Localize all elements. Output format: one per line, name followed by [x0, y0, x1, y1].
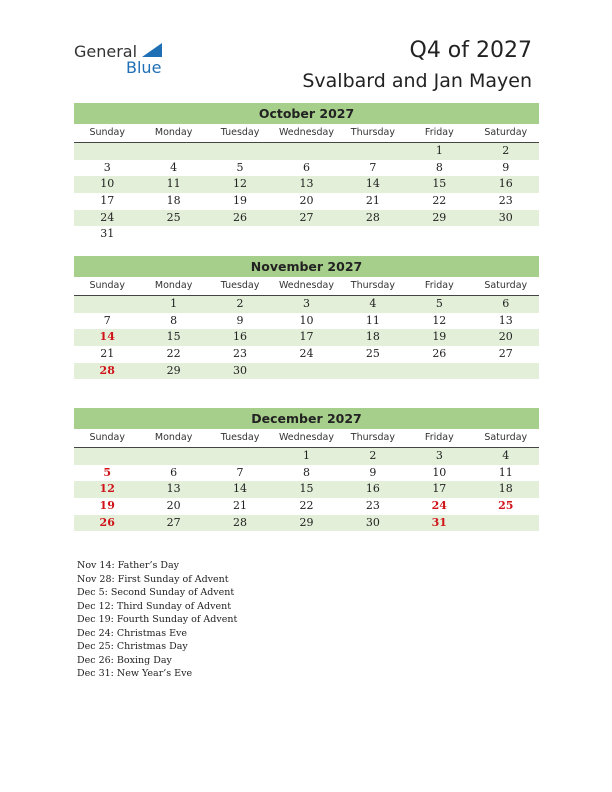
day-cell: 1	[170, 297, 178, 310]
day-cell: 13	[299, 177, 314, 191]
weekday-label: Sunday	[89, 127, 125, 138]
day-cell: 19	[233, 194, 248, 208]
day-cell: 2	[502, 144, 510, 157]
day-cell: 16	[498, 177, 513, 191]
day-cell: 23	[233, 347, 248, 361]
day-cell: 1	[302, 449, 310, 462]
day-cell: 15	[299, 482, 314, 496]
day-cell: 27	[299, 210, 314, 224]
day-cell: 29	[166, 363, 181, 377]
weekday-label: Friday	[424, 280, 454, 291]
weekday-label: Saturday	[484, 280, 528, 291]
day-cell: 26	[432, 347, 447, 361]
week-row	[74, 465, 539, 482]
day-cell: 11	[365, 313, 380, 327]
day-cell: 22	[299, 499, 314, 513]
day-cell: 20	[166, 499, 181, 513]
day-cell	[340, 226, 406, 243]
day-cell: 1	[435, 144, 443, 157]
week-row	[74, 498, 539, 515]
holiday-item: Dec 12: Third Sunday of Advent	[77, 600, 232, 612]
month-header: December 2027	[74, 408, 539, 429]
day-cell	[74, 143, 140, 160]
day-cell: 6	[170, 465, 178, 479]
day-cell	[273, 363, 339, 380]
logo-blue-text: Blue	[126, 58, 162, 77]
weekday-label: Monday	[154, 432, 193, 443]
day-cell: 21	[100, 347, 115, 361]
day-cell: 3	[435, 449, 443, 462]
day-cell: 26	[233, 210, 248, 224]
week-row	[74, 329, 539, 346]
day-cell: 14	[99, 330, 115, 344]
day-cell: 19	[99, 499, 115, 513]
weekday-label: Monday	[154, 127, 193, 138]
day-cell: 31	[100, 227, 115, 241]
day-cell: 2	[369, 449, 377, 462]
day-cell: 13	[166, 482, 181, 496]
day-cell	[473, 515, 539, 532]
day-cell	[207, 448, 273, 465]
day-cell: 11	[498, 465, 513, 479]
day-cell	[340, 363, 406, 380]
day-cell	[473, 363, 539, 380]
weekday-label: Monday	[154, 280, 193, 291]
weekday-label: Saturday	[484, 127, 528, 138]
day-cell: 17	[432, 482, 447, 496]
weekday-label: Friday	[424, 127, 454, 138]
day-cell: 21	[233, 499, 248, 513]
day-cell: 29	[432, 210, 447, 224]
holiday-item: Dec 5: Second Sunday of Advent	[77, 587, 235, 598]
month-block-october	[74, 103, 539, 243]
day-cell	[340, 143, 406, 160]
day-cell: 27	[166, 515, 181, 529]
general-blue-logo	[74, 42, 174, 76]
weekday-label: Tuesday	[220, 127, 260, 138]
week-row	[74, 160, 539, 177]
day-cell: 9	[502, 160, 510, 174]
day-cell: 23	[365, 499, 380, 513]
week-row	[74, 313, 539, 330]
week-row	[74, 210, 539, 227]
page-subtitle: Svalbard and Jan Mayen	[302, 70, 532, 92]
week-row	[74, 363, 539, 380]
day-cell	[207, 143, 273, 160]
week-row	[74, 481, 539, 498]
weekday-label: Wednesday	[278, 127, 334, 138]
day-cell: 8	[435, 160, 443, 174]
day-cell	[273, 143, 339, 160]
day-cell: 20	[498, 330, 513, 344]
weekday-label: Thursday	[350, 432, 395, 443]
day-cell: 12	[233, 177, 248, 191]
holiday-item: Dec 24: Christmas Eve	[77, 627, 188, 639]
day-cell: 24	[299, 347, 314, 361]
day-cell: 25	[365, 347, 380, 361]
day-cell: 28	[233, 515, 248, 529]
day-cell: 4	[170, 160, 178, 174]
day-cell	[140, 143, 206, 160]
day-cell: 21	[365, 194, 380, 208]
week-row	[74, 226, 539, 243]
day-cell: 18	[498, 482, 513, 496]
day-cell: 19	[432, 330, 447, 344]
holiday-item: Dec 26: Boxing Day	[77, 654, 172, 666]
weekday-label: Thursday	[350, 127, 395, 138]
holiday-item: Dec 31: New Year’s Eve	[77, 668, 193, 679]
weekday-label: Sunday	[89, 280, 125, 291]
day-cell: 14	[365, 177, 380, 191]
day-cell: 8	[170, 313, 178, 327]
day-cell: 9	[236, 313, 244, 327]
holiday-item: Dec 19: Fourth Sunday of Advent	[77, 614, 238, 625]
weekday-label: Sunday	[89, 432, 125, 443]
day-cell: 30	[365, 515, 380, 529]
day-cell: 16	[365, 482, 380, 496]
day-cell: 25	[166, 210, 181, 224]
day-cell	[406, 226, 472, 243]
day-cell: 22	[432, 194, 447, 208]
day-cell: 6	[502, 297, 510, 310]
week-row	[74, 515, 539, 532]
day-cell	[273, 226, 339, 243]
day-cell: 7	[103, 313, 111, 327]
day-cell: 10	[299, 313, 314, 327]
day-cell	[74, 296, 140, 313]
weekday-label: Thursday	[350, 280, 395, 291]
day-cell: 30	[498, 210, 513, 224]
week-row	[74, 296, 539, 313]
logo-triangle-icon	[142, 43, 162, 57]
weekday-header-row	[74, 124, 539, 143]
day-cell: 10	[100, 177, 115, 191]
day-cell: 16	[233, 330, 248, 344]
day-cell: 28	[365, 210, 380, 224]
day-cell: 9	[369, 465, 377, 479]
day-cell: 13	[498, 313, 513, 327]
weekday-label: Tuesday	[220, 432, 260, 443]
day-cell: 26	[99, 515, 115, 529]
day-cell: 17	[100, 194, 115, 208]
day-cell: 5	[103, 465, 112, 479]
day-cell: 31	[431, 515, 447, 529]
month-header: October 2027	[74, 103, 539, 124]
day-cell: 7	[236, 465, 244, 479]
day-cell: 11	[166, 177, 181, 191]
week-row	[74, 448, 539, 465]
day-cell: 27	[498, 347, 513, 361]
day-cell: 17	[299, 330, 314, 344]
week-row	[74, 346, 539, 363]
day-cell: 6	[302, 160, 310, 174]
day-cell: 18	[365, 330, 380, 344]
day-cell: 24	[100, 210, 115, 224]
weekday-header-row	[74, 429, 539, 448]
day-cell	[207, 226, 273, 243]
logo-general-text: General	[74, 42, 138, 61]
day-cell: 4	[369, 297, 377, 310]
weekday-label: Wednesday	[278, 280, 334, 291]
day-cell: 15	[432, 177, 447, 191]
weekday-label: Saturday	[484, 432, 528, 443]
week-row	[74, 193, 539, 210]
holiday-item: Nov 14: Father’s Day	[77, 560, 179, 571]
day-cell: 7	[369, 160, 377, 174]
page-title: Q4 of 2027	[409, 38, 532, 63]
weekday-label: Wednesday	[278, 432, 334, 443]
day-cell: 5	[236, 160, 244, 174]
day-cell	[473, 226, 539, 243]
month-block-december	[74, 408, 539, 531]
weekday-header-row	[74, 277, 539, 296]
month-block-november	[74, 256, 539, 379]
holiday-item: Dec 25: Christmas Day	[77, 641, 188, 652]
day-cell: 4	[502, 449, 510, 462]
day-cell: 3	[302, 297, 310, 310]
day-cell: 15	[166, 330, 181, 344]
day-cell: 22	[166, 347, 181, 361]
day-cell	[74, 448, 140, 465]
day-cell: 12	[99, 482, 115, 496]
day-cell: 12	[432, 313, 447, 327]
day-cell: 28	[99, 363, 115, 377]
day-cell: 30	[233, 363, 248, 377]
day-cell: 20	[299, 194, 314, 208]
weekday-label: Friday	[424, 432, 454, 443]
day-cell: 10	[432, 465, 447, 479]
day-cell: 8	[302, 465, 310, 479]
day-cell: 3	[103, 160, 111, 174]
day-cell: 18	[166, 194, 181, 208]
day-cell: 14	[233, 482, 248, 496]
day-cell: 25	[498, 499, 514, 513]
holiday-item: Nov 28: First Sunday of Advent	[77, 573, 229, 585]
day-cell: 23	[498, 194, 513, 208]
day-cell: 24	[431, 499, 447, 513]
holiday-list	[77, 559, 237, 681]
day-cell: 5	[435, 297, 443, 310]
day-cell	[140, 448, 206, 465]
day-cell	[406, 363, 472, 380]
day-cell: 29	[299, 515, 314, 529]
month-header: November 2027	[74, 256, 539, 277]
day-cell	[140, 226, 206, 243]
day-cell: 2	[236, 297, 244, 310]
week-row	[74, 143, 539, 160]
week-row	[74, 176, 539, 193]
weekday-label: Tuesday	[220, 280, 260, 291]
